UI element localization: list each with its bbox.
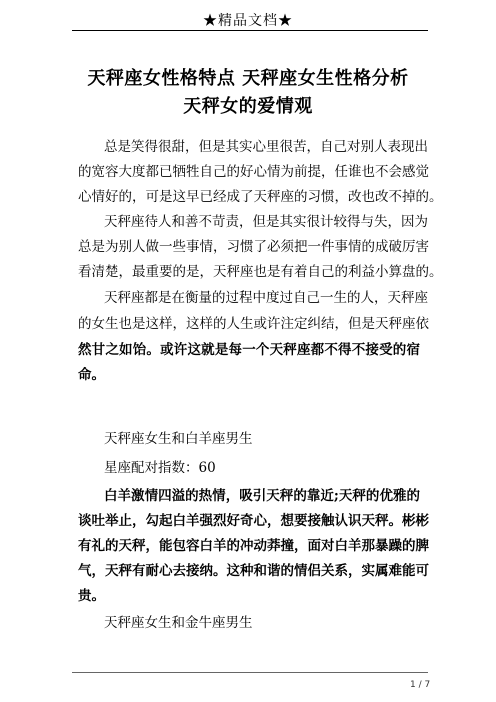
page-number: 1 / 7 (410, 680, 431, 690)
body-line: 然甘之如饴。或许这就是每一个天秤座都不得不接受的宿 (78, 342, 420, 358)
body-line: 的宽容大度都已牺牲自己的好心情为前提，任谁也不会感觉 (78, 164, 429, 180)
body-line: 总是为别人做一些事情，习惯了必须把一件事情的成破厉害 (78, 239, 429, 255)
body-line: 有礼的天秤，能包容白羊的冲动莽撞，面对白羊那暴躁的脾 (78, 538, 429, 554)
body-line: 谈吐举止，勾起白羊强烈好奇心，想要接触认识天秤。彬彬 (78, 513, 429, 529)
body-line: 白羊激情四溢的热情，吸引天秤的靠近;天秤的优雅的 (104, 488, 420, 504)
header-tag: ★精品文档★ (203, 13, 293, 29)
body-line: 气，天秤有耐心去接纳。这种和谐的情侣关系，实属难能可 (78, 563, 429, 579)
title-line-1: 天秤座女性格特点 天秤座女生性格分析 (87, 68, 409, 89)
body-line: 总是笑得很甜，但是其实心里很苦，自己对别人表现出 (104, 139, 428, 155)
section-heading: 天秤座女生和白羊座男生 (104, 431, 253, 447)
body-line: 命。 (78, 367, 105, 383)
body-line: 看清楚，最重要的是，天秤座也是有着自己的利益小算盘的。 (78, 264, 443, 280)
section-heading: 天秤座女生和金牛座男生 (104, 615, 253, 631)
body-line: 贵。 (78, 588, 105, 604)
footer-rule (72, 672, 428, 673)
title-line-2: 天秤女的爱情观 (183, 96, 313, 117)
body-line: 心情好的，可是这早已经成了天秤座的习惯，改也改不掉的。 (78, 189, 443, 205)
body-line: 的女生也是这样，这样的人生或许注定纠结，但是天秤座依 (78, 316, 429, 332)
body-line: 天秤座待人和善不苛责，但是其实很计较得与失，因为 (104, 214, 428, 230)
body-line: 天秤座都是在衡量的过程中度过自己一生的人，天秤座 (104, 290, 428, 306)
header-rule (72, 30, 428, 31)
match-index: 星座配对指数：60 (104, 460, 216, 476)
